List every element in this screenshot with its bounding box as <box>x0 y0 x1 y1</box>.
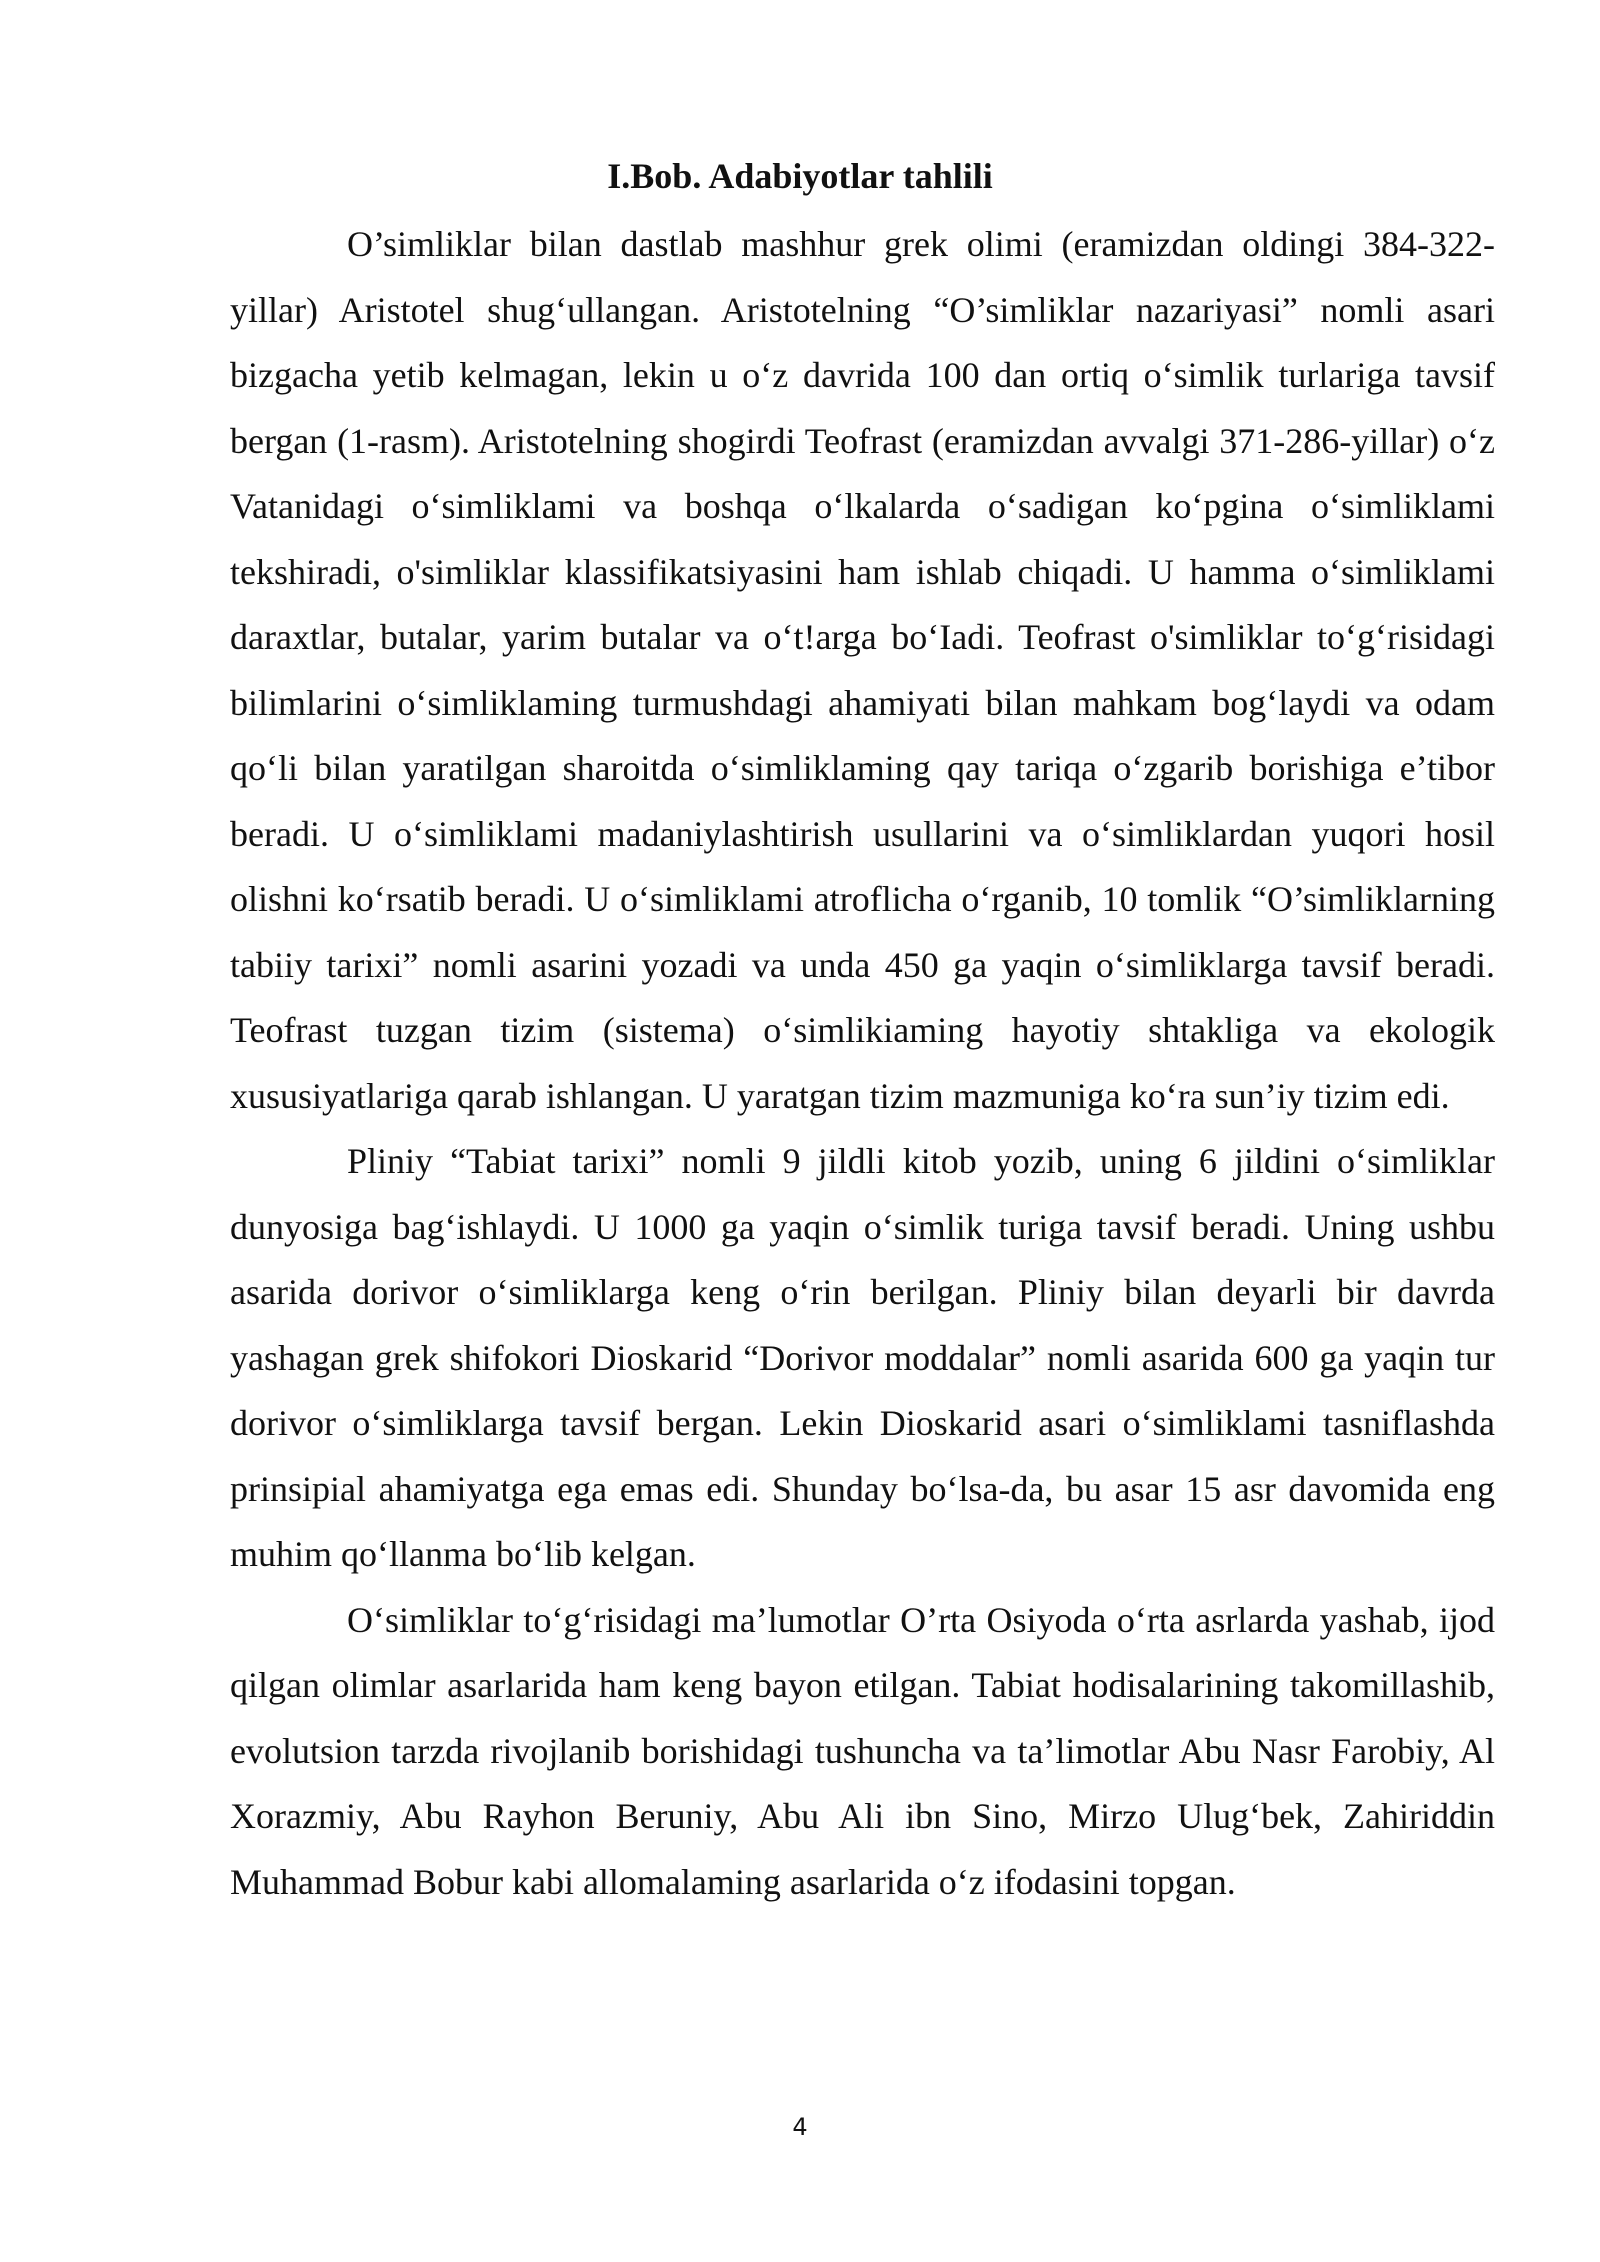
page-number: 4 <box>792 2113 808 2141</box>
paragraph-2: Pliniy “Tabiat tarixi” nomli 9 jildli kitob yozib, uning 6 jildini o‘simliklar dunyosiga bag‘ishlaydi. U 1000 ga yaqin o‘simlik turiga tavsif beradi. Uning ushbu asarida dorivor o‘simliklarga keng o‘rin berilgan. Pliniy bilan deyarli bir davrda yashagan grek shifokori Dioskarid “Dorivor moddalar” nomli asarida 600 ga yaqin tur dorivor o‘simliklarga tavsif bergan. Lekin Dioskarid asari o‘simliklami tasniflashda prinsipial ahamiyatga ega emas edi. Shunday bo‘lsa-da, bu asar 15 asr davomida eng muhim qo‘llanma bo‘lib kelgan. <box>230 1141 1495 1574</box>
body-text <box>230 212 1495 1915</box>
paragraph-1: O’simliklar bilan dastlab mashhur grek olimi (eramizdan oldingi 384-322-yillar) Aristotel shug‘ullangan. Aristotelning “O’simliklar nazariyasi” nomli asari bizgacha yetib kelmagan, lekin u o‘z davrida 100 dan ortiq o‘simlik turlariga tavsif bergan (1-rasm). Aristotelning shogirdi Teofrast (eramizdan avvalgi 371-286-yillar) o‘z Vatanidagi o‘simliklami va boshqa o‘lkalarda o‘sadigan ko‘pgina o‘simliklami tekshiradi, o'simliklar klassifikatsiyasini ham ishlab chiqadi. U hamma o‘simliklami daraxtlar, butalar, yarim butalar va o‘t!arga bo‘Iadi. Teofrast o'simliklar to‘g‘risidagi bilimlarini o‘simliklaming turmushdagi ahamiyati bilan mahkam bog‘laydi va odam qo‘li bilan yaratilgan sharoitda o‘simliklaming qay tariqa o‘zgarib borishiga e’tibor beradi. U o‘simliklami madaniylashtirish usullarini va o‘simliklardan yuqori hosil olishni ko‘rsatib beradi. U o‘simliklami atroflicha o‘rganib, 10 tomlik “O’simliklarning tabiiy tarixi” nomli asarini yozadi va unda 450 ga yaqin o‘simliklarga tavsif beradi. Teofrast tuzgan tizim (sistema) o‘simlikiaming hayotiy shtakliga va ekologik xususiyatlariga qarab ishlangan. U yaratgan tizim mazmuniga ko‘ra sun’iy tizim edi. <box>230 224 1495 1116</box>
chapter-heading: I.Bob. Adabiyotlar tahlili <box>607 156 993 196</box>
paragraph-3: O‘simliklar to‘g‘risidagi ma’lumotlar O’rta Osiyoda o‘rta asrlarda yashab, ijod qilgan olimlar asarlarida ham keng bayon etilgan. Tabiat hodisalarining takomillashib, evolutsion tarzda rivojlanib borishidagi tushuncha va ta’limotlar Abu Nasr Farobiy, Al Xorazmiy, Abu Rayhon Beruniy, Abu Ali ibn Sino, Mirzo Ulug‘bek, Zahiriddin Muhammad Bobur kabi allomalaming asarlarida o‘z ifodasini topgan. <box>230 1599 1495 1902</box>
